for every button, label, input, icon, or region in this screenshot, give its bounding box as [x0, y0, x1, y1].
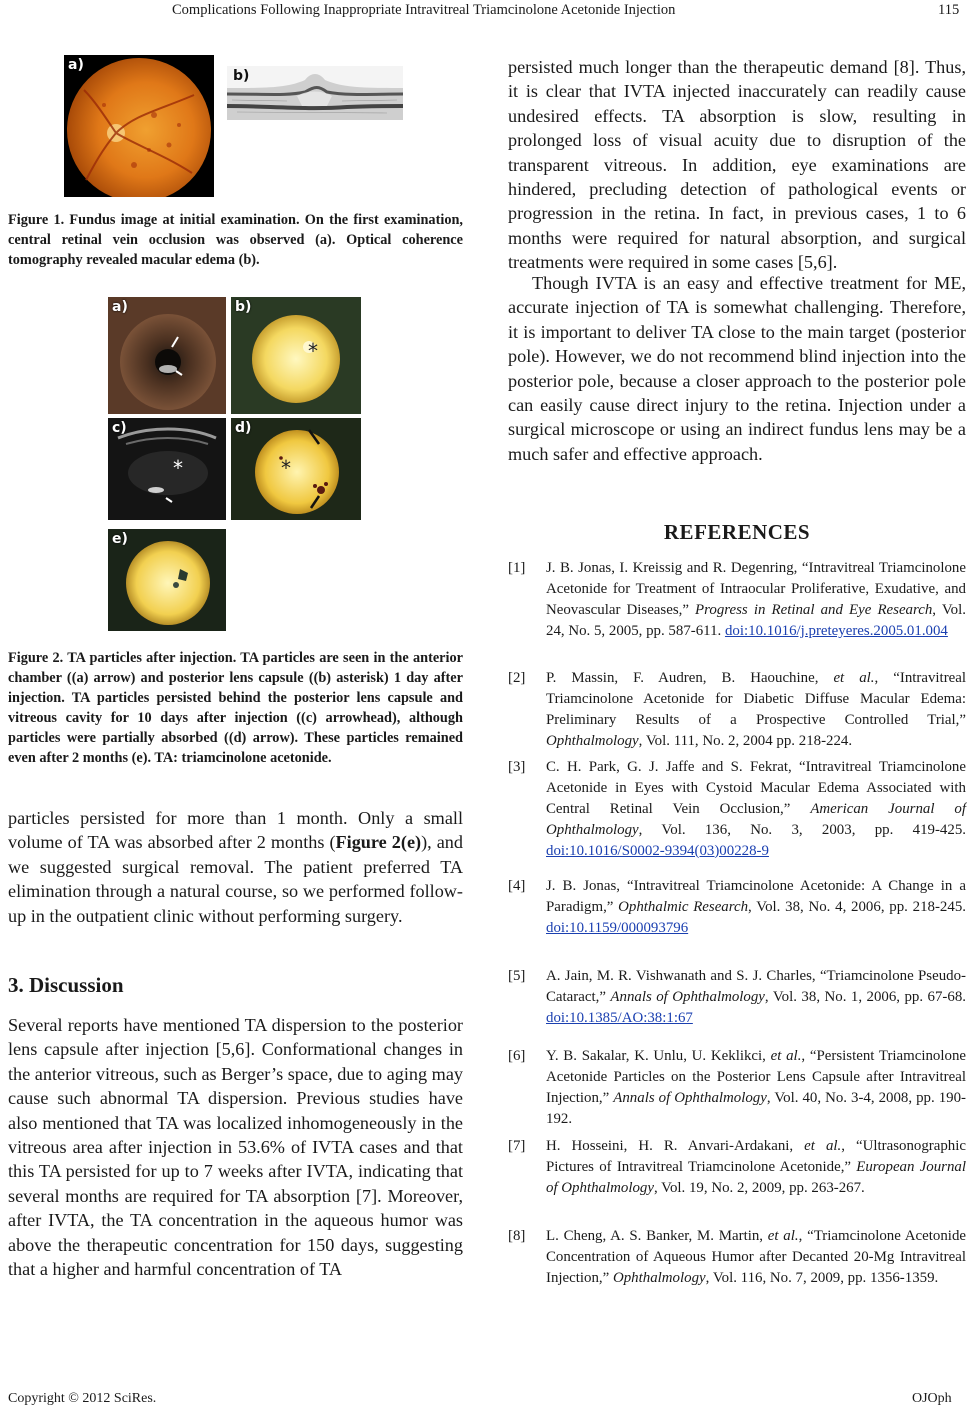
doi-link[interactable]: doi:10.1385/AO:38:1:67 — [546, 1009, 693, 1026]
figure2-panel-d — [231, 418, 361, 520]
asterisk-marker: * — [281, 456, 291, 480]
reference-item: [8] L. Cheng, A. S. Banker, M. Martin, et al., “Triamcinolone Acetonide Concentration of Aqueous Humor after Decanted 20-Mg Intravitreal Injection,” Ophthalmology, Vol. 116, No. 7, 2009, pp. 1356-1359. — [508, 1228, 966, 1286]
figure2-label-e: e) — [112, 531, 128, 547]
reference-item: [4] J. B. Jonas, “Intravitreal Triamcinolone Acetonide: A Change in a Paradigm,” Ophthalmic Research, Vol. 38, No. 4, 2006, pp. 218-245. doi:10.1159/000093796 — [508, 878, 966, 936]
reference-item: [1] J. B. Jonas, I. Kreissig and R. Degenring, “Intravitreal Triamcinolone Acetonide for Treatment of Intraocular Proliferative, Exudative, and Neovascular Diseases,” Progress in Retinal and Eye Research, Vol. 24, No. 5, 2005, pp. 587-611. doi:10.1016/j.preteyeres.2005.01.004 — [508, 560, 966, 639]
right-paragraph-1: persisted much longer than the therapeutic demand [8]. Thus, it is clear that IVTA injected inaccurately can readily cause undesired effects. TA absorption is slow, resulting in prolonged loss of visual acuity due to disruption of the transparent vitreous. In addition, eye examinations are hindered, precluding detection of pathological events or progression in the retina. In fact, in previous cases, 1 to 6 months were required for natural absorption, and surgical treatments were required in some cases [5,6]. — [508, 57, 966, 273]
figure2-panel-a — [108, 297, 226, 414]
figure-reference-link[interactable]: Figure 2(e) — [335, 832, 422, 853]
figure2-panel-c — [108, 418, 226, 520]
figure1-label-b: b) — [233, 68, 250, 84]
reference-item: [2] P. Massin, F. Audren, B. Haouchine, et al., “Intravitreal Triamcinolone Acetonide for Diabetic Diffuse Macular Edema: Preliminary Results of a Prospective Controlled Trial,” Ophthalmology, Vol. 111, No. 2, 2004 pp. 218-224. — [508, 670, 967, 749]
figure2-panel-e — [108, 529, 226, 631]
footer-copyright: Copyright © 2012 SciRes. — [8, 1391, 157, 1406]
running-title: Complications Following Inappropriate Intravitreal Triamcinolone Acetonide Injection — [172, 2, 676, 18]
left-paragraph-1: particles persisted for more than 1 month. Only a small volume of TA was absorbed after 2 months (Figure 2(e)), and we suggested surgical removal. The patient preferred TA elimination through a natural course, so we performed follow-up in the outpatient clinic without performing surgery. — [8, 808, 463, 926]
reference-item: [5] A. Jain, M. R. Vishwanath and S. J. Charles, “Triamcinolone Pseudo-Cataract,” Annals of Ophthalmology, Vol. 38, No. 1, 2006, pp. 67-68. doi:10.1385/AO:38:1:67 — [508, 968, 967, 1026]
left-paragraph-2: Several reports have mentioned TA dispersion to the posterior lens capsule after injection [5,6]. Conformational changes in the anterior vitreous, such as Berger’s space, due to aging may cause such abnormal TA dispersion. Previous studies have also mentioned that TA was localized inhomogeneously in the vitreous area after injection in 53.6% of IVTA cases and that this TA persisted for up to 7 weeks after IVTA, indicating that several months are required for TA absorption [7]. Moreover, after IVTA, the TA concentration in the aqueous humor was above the therapeutic concentration for 150 days, suggesting that a higher and harmful concentration of TA — [8, 1015, 463, 1280]
fundus-photo — [64, 55, 214, 197]
figure1-fundus-image — [64, 55, 214, 197]
doi-link[interactable]: doi:10.1159/000093796 — [546, 919, 689, 936]
footer-journal: OJOph — [912, 1391, 952, 1406]
figure2-label-c: c) — [112, 420, 127, 436]
doi-link[interactable]: doi:10.1016/j.preteyeres.2005.01.004 — [724, 622, 948, 639]
doi-link[interactable]: doi:10.1016/S0002-9394(03)00228-9 — [546, 842, 769, 859]
figure2-caption: Figure 2. TA particles after injection. TA particles are seen in the anterior chamber ((a) arrow) and posterior lens capsule ((b) asterisk) 1 day after injection. TA particles persisted behind the posterior lens capsule and vitreous cavity for 10 days after injection ((c) arrowhead), although particles were partially absorbed ((d) arrow). These particles remained even after 2 months (e). TA: triamcinolone acetonide. — [8, 650, 463, 766]
asterisk-marker: * — [173, 456, 183, 480]
section-heading-discussion: 3. Discussion — [8, 973, 124, 997]
figure2-panel-b — [231, 297, 361, 414]
page-number: 115 — [938, 2, 960, 18]
oct-scan — [227, 66, 403, 120]
reference-item: [6] Y. B. Sakalar, K. Unlu, U. Keklikci, et al., “Persistent Triamcinolone Acetonide Particles on the Posterior Lens Capsule after Intravitreal Injection,” Annals of Ophthalmology, Vol. 40, No. 3-4, 2008, pp. 190-192. — [508, 1048, 967, 1127]
reference-item: [3] C. H. Park, G. J. Jaffe and S. Fekrat, “Intravitreal Triamcinolone Acetonide in Eyes with Cystoid Macular Edema Associated with Central Retinal Vein Occlusion,” American Journal of Ophthalmology, Vol. 136, No. 3, 2003, pp. 419-425. doi:10.1016/S0002-9394(03)00228-9 — [508, 759, 966, 859]
references-heading: REFERENCES — [663, 520, 811, 544]
running-header — [0, 2, 967, 24]
figure2-label-d: d) — [235, 420, 252, 436]
figure2-label-a: a) — [112, 299, 128, 315]
figure1-oct-image — [227, 66, 403, 120]
figure1-label-a: a) — [68, 57, 84, 73]
reference-list — [508, 558, 966, 1318]
right-paragraph-2: Though IVTA is an easy and effective treatment for ME, accurate injection of TA is somewhat challenging. Therefore, it is important to deliver TA close to the main target (posterior pole). However, we do not recommend blind injection into the posterior pole, because a closer approach to the posterior pole can easily cause direct injury to the retina. Injection under a surgical microscope or using an indirect fundus lens may be a much safer and effective approach. — [508, 273, 966, 464]
figure2-label-b: b) — [235, 299, 252, 315]
asterisk-marker: * — [308, 339, 318, 363]
reference-item: [7] H. Hosseini, H. R. Anvari-Ardakani, et al., “Ultrasonographic Pictures of Intravitreal Triamcinolone Acetonide,” European Journal of Ophthalmology, Vol. 19, No. 2, 2009, pp. 263-267. — [508, 1138, 966, 1196]
figure1-caption: Figure 1. Fundus image at initial examination. On the first examination, central retinal vein occlusion was observed (a). Optical coherence tomography revealed macular edema (b). — [8, 212, 463, 268]
